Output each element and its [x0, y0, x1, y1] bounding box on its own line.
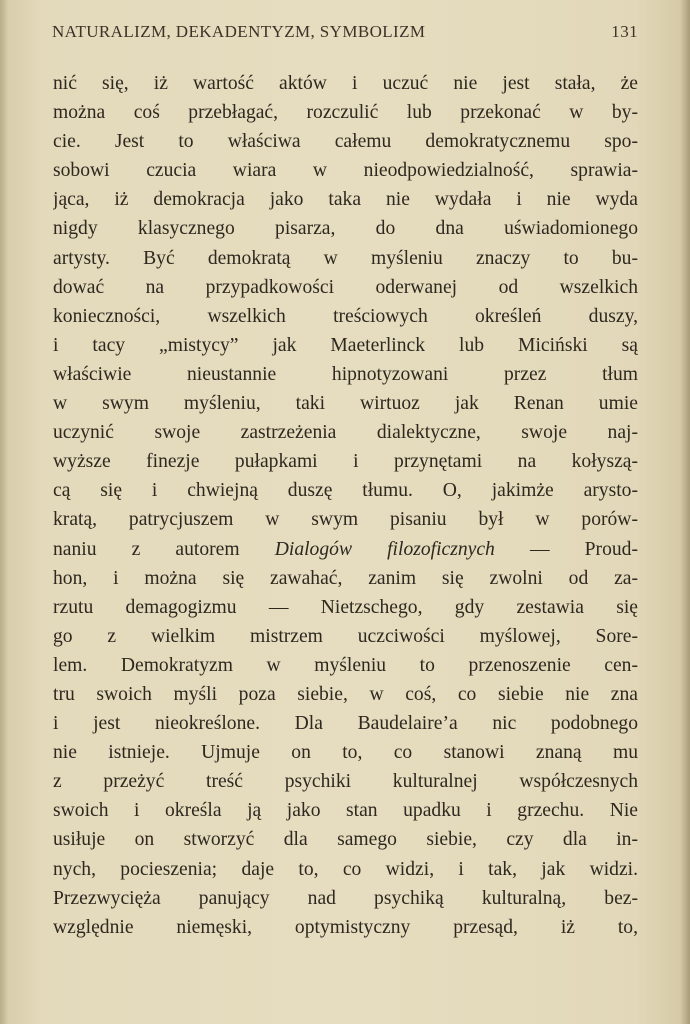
text-line: tru swoich myśli poza siebie, w coś, co siebie nie zna — [53, 683, 638, 705]
text-line: swoich i określa ją jako stan upadku i grzechu. Nie — [53, 800, 638, 822]
text-line: sobowi czucia wiara w nieodpowiedzialność, sprawia- — [53, 160, 638, 182]
body-text — [53, 69, 638, 942]
page-header — [52, 22, 638, 46]
text-line: i jest nieokreślone. Dla Baudelaire’a nic podobnego — [53, 713, 638, 735]
text-line: w swym myśleniu, taki wirtuoz jak Renan umie — [53, 393, 638, 415]
text-line: konieczności, wszelkich treściowych określeń duszy, — [53, 305, 638, 327]
text-line: cą się i chwiejną duszę tłumu. O, jakimże arysto- — [53, 480, 638, 502]
text-fragment: — Proud- — [494, 538, 638, 560]
text-line: hon, i można się zawahać, zanim się zwolni od za- — [53, 567, 638, 589]
page-right-edge-shadow — [680, 0, 690, 1024]
text-line: artysty. Być demokratą w myśleniu znaczy to bu- — [53, 247, 638, 269]
text-line: go z wielkim mistrzem uczciwości myślowej, Sore- — [53, 625, 638, 647]
text-line: właściwie nieustannie hipnotyzowani przez tłum — [53, 363, 638, 385]
text-line: cie. Jest to właściwa całemu demokratycznemu spo- — [53, 131, 638, 153]
page-left-edge-shadow — [0, 0, 8, 1024]
text-line: nie istnieje. Ujmuje on to, co stanowi znaną mu — [53, 742, 638, 764]
text-line: lem. Demokratyzm w myśleniu to przenoszenie cen- — [53, 654, 638, 676]
text-line: kratą, patrycjuszem w swym pisaniu był w porów- — [53, 509, 638, 531]
text-fragment: naniu z autorem — [53, 538, 275, 560]
text-line: usiłuje on stworzyć dla samego siebie, czy dla in- — [53, 829, 638, 851]
text-line: można coś przebłagać, rozczulić lub przekonać w by- — [53, 102, 638, 124]
text-line: nych, pocieszenia; daje to, co widzi, i tak, jak widzi. — [53, 858, 638, 880]
running-head: NATURALIZM, DEKADENTYZM, SYMBOLIZM — [52, 22, 426, 41]
work-title-italic: Dialogów filozoficznych — [274, 538, 495, 560]
text-line: nigdy klasycznego pisarza, do dna uświadomionego — [53, 218, 638, 240]
text-line: z przeżyć treść psychiki kulturalnej współczesnych — [53, 771, 638, 793]
text-line: i tacy „mistycy” jak Maeterlinck lub Miciński są — [53, 334, 638, 356]
text-line: dować na przypadkowości oderwanej od wszelkich — [53, 276, 638, 298]
text-line: Przezwycięża panujący nad psychiką kulturalną, bez- — [53, 887, 638, 909]
text-line: wyższe finezje pułapkami i przynętami na kołyszą- — [53, 451, 638, 473]
text-line: jąca, iż demokracja jako taka nie wydała i nie wyda — [53, 189, 638, 211]
text-line: względnie niemęski, optymistyczny przesąd, iż to, — [53, 916, 638, 938]
text-line: nić się, iż wartość aktów i uczuć nie jest stała, że — [53, 73, 638, 94]
page-number: 131 — [611, 22, 638, 41]
text-line: rzutu demagogizmu — Nietzschego, gdy zestawia się — [53, 596, 638, 618]
text-line-with-title — [53, 535, 638, 564]
text-line: uczynić swoje zastrzeżenia dialektyczne, swoje naj- — [53, 422, 638, 444]
